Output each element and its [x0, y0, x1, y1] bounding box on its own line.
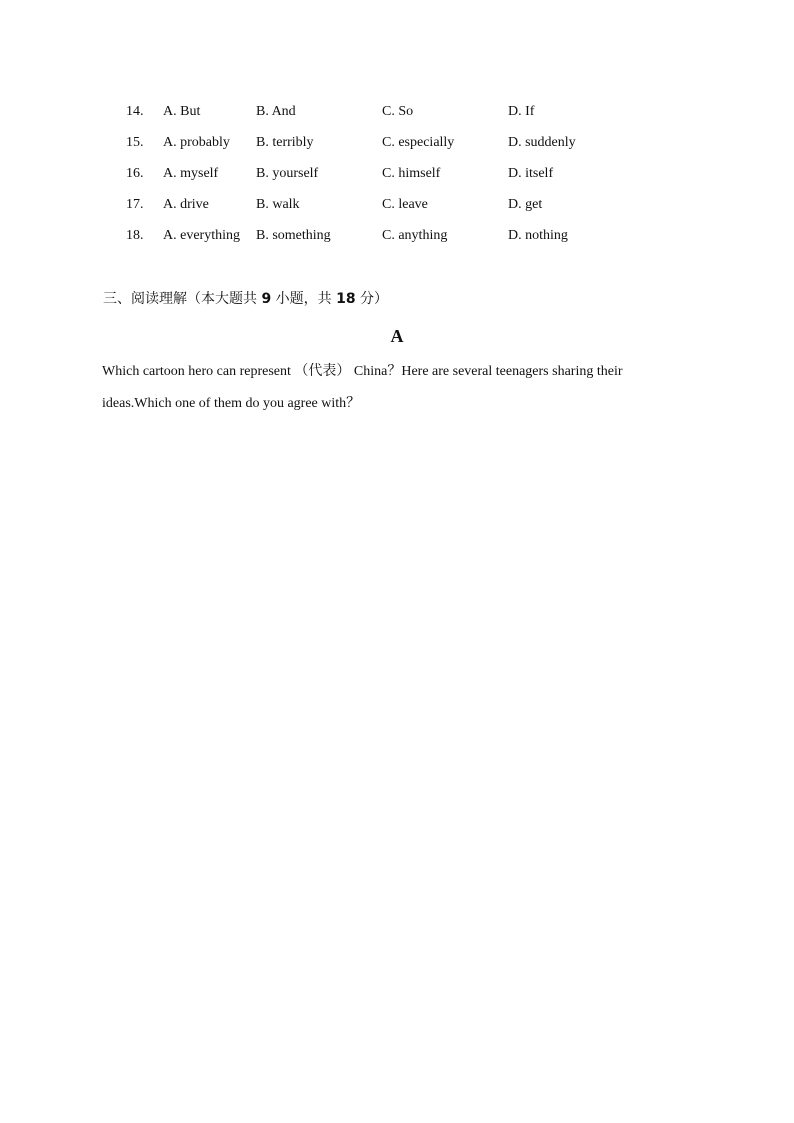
section-heading-prefix: 三、阅读理解（本大题共 [103, 291, 262, 307]
option-a: A. probably [163, 135, 230, 150]
option-b: B. terribly [256, 135, 314, 150]
option-c: C. So [382, 104, 414, 119]
section-heading [103, 289, 388, 309]
passage-title: A [390, 326, 404, 346]
section-total-score: 18 [336, 291, 356, 307]
option-c: C. especially [382, 135, 455, 150]
option-c: C. leave [382, 197, 428, 212]
option-c: C. anything [382, 228, 448, 243]
question-number: 14. [126, 104, 144, 119]
option-c: C. himself [382, 166, 441, 181]
option-a: A. drive [163, 197, 209, 212]
option-d: D. itself [508, 166, 554, 181]
option-d: D. suddenly [508, 135, 576, 150]
option-b: B. something [256, 228, 331, 243]
option-a: A. But [163, 104, 201, 119]
question-number: 17. [126, 197, 144, 212]
question-number: 16. [126, 166, 144, 181]
section-heading-middle: 小题，共 [271, 291, 337, 307]
section-heading-suffix: 分） [355, 291, 389, 307]
question-number: 15. [126, 135, 144, 150]
option-d: D. nothing [508, 228, 568, 243]
option-a: A. everything [163, 228, 240, 243]
option-b: B. walk [256, 197, 300, 212]
option-b: B. And [256, 104, 296, 119]
option-d: D. If [508, 104, 535, 119]
option-d: D. get [508, 197, 543, 212]
option-a: A. myself [163, 166, 219, 181]
question-number: 18. [126, 228, 144, 243]
option-b: B. yourself [256, 166, 319, 181]
passage-intro-line-1: Which cartoon hero can represent （代表） China？Here are several teenagers sharing their [102, 364, 623, 379]
section-question-count: 9 [261, 291, 272, 307]
passage-intro-line-2: ideas.Which one of them do you agree with？ [102, 396, 361, 411]
